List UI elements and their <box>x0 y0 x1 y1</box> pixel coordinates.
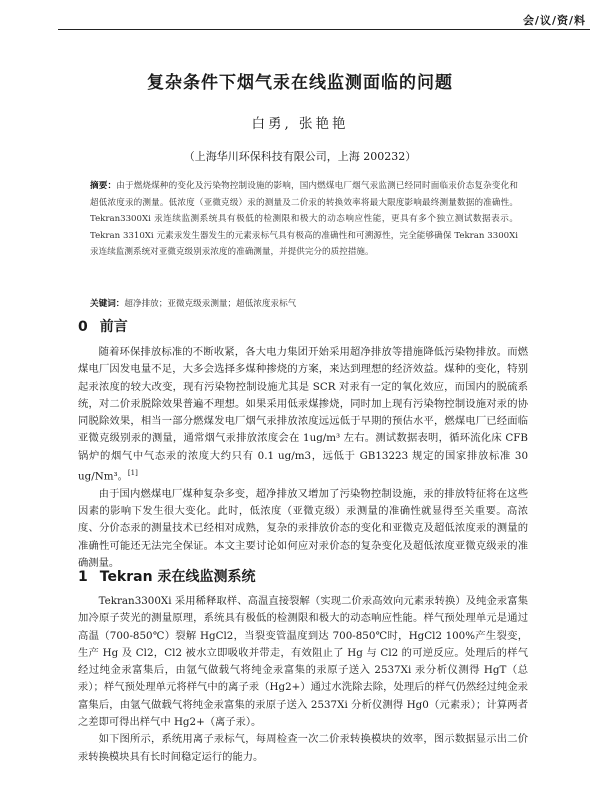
section-0-number: 0 <box>78 319 88 335</box>
citation-ref: [1] <box>127 469 138 478</box>
keywords-label: 关键词： <box>90 299 125 309</box>
abstract-label: 摘要： <box>90 181 117 191</box>
section-1-number: 1 <box>78 569 88 585</box>
section-0-paragraph-2: 由于国内燃煤电厂煤种复杂多变，超净排放又增加了污染物控制设施，汞的排放特征将在这些因素的影响下发生很大变化。此时，低浓度（亚微克级）汞测量的准确性就显得至关重要。高浓度、分价态汞的测量技术已经相对成熟，复杂的汞排放价态的变化和亚微克及超低浓度汞的测量的准确性可能还无法完全保证。本文主要讨论如何应对汞价态的复杂变化及超低浓度亚微克级汞的准确测量。 <box>78 487 528 569</box>
header-rule <box>58 29 590 30</box>
section-0-title: 前言 <box>99 319 128 335</box>
section-0-paragraph-1: 随着环保排放标准的不断收紧，各大电力集团开始采用超净排放等措施降低污染物排放。而燃煤电厂因发电量不足，大多会选择多煤种掺烧的方案，来达到理想的经济效益。煤种的变化，特别起汞浓度的较大改变，现有污染物控制设施尤其是 SCR 对汞有一定的氧化效应，而国内的脱硫系统，对二价汞脱除效果普遍不理想。如果采用低汞煤掺烧，同时加上现有污染物控制设施对汞的协同脱除效果，相当一部分燃煤发电厂烟气汞排放浓度远远低于早期的预估水平，燃煤电厂已经面临亚微克级别汞的测量，通常烟气汞排放浓度会在 1ug/m³ 左右。测试数据表明，循环流化床 CFB 锅炉的烟气中气态汞的浓度大约只有 0.1 ug/m3，远低于 GB13223 规定的国家排放标准 30 ug/Nm³。[1] <box>78 346 528 483</box>
keywords <box>90 297 518 309</box>
abstract <box>90 178 518 261</box>
paper-affiliation: （上海华川环保科技有限公司，上海 200232） <box>183 150 417 163</box>
section-1-paragraph-2: 如下图所示，系统用离子汞标气，每周检查一次二价汞转换模块的效率，图示数据显示出二价汞转换模块具有长时间稳定运行的能力。 <box>78 733 528 763</box>
keywords-text: 超净排放；亚微克级汞测量；超低浓度汞标气 <box>124 299 297 309</box>
paper-title: 复杂条件下烟气汞在线监测面临的问题 <box>147 73 453 93</box>
section-1-body <box>78 593 528 766</box>
section-0-body <box>78 344 528 572</box>
journal-section-tag: 会/议/资/料 <box>522 14 586 27</box>
section-1-heading <box>78 566 255 586</box>
abstract-text: 由于燃烧煤种的变化及污染物控制设施的影响，国内燃煤电厂烟气汞监测已经同时面临汞价态复杂变化和超低浓度汞的测量。低浓度（亚微克级）汞的测量及二价汞的转换效率将最大限度影响最终测量数据的准确性。Tekran3300Xi 汞连续监测系统具有极低的检测限和极大的动态响应性能，更具有多个独立测试数据表示。Tekran 3310Xi 元素汞发生器发生的元素汞标气具有极高的准确性和可溯源性，完全能够确保 Tekran 3300Xi 汞连续监测系统对亚微克级别汞浓度的准确测量，并提供完分的质控措施。 <box>90 181 518 258</box>
section-0-heading <box>78 316 128 336</box>
paper-authors: 白勇, 张艳艳 <box>251 116 349 132</box>
section-1-paragraph-1: Tekran3300Xi 采用稀释取样、高温直接裂解（实现二价汞高效向元素汞转换）及纯金汞富集加冷原子荧光的测量原理，系统具有极低的检测限和极大的动态响应性能。样气预处理单元是通过高温（700-850℃）裂解 HgCl2，当裂变管温度到达 700-850℃时，HgCl2 100%产生裂变，生产 Hg 及 Cl2，Cl2 被水立即吸收并带走，有效阻止了 Hg 与 Cl2 的可逆反应。处理后的样气经过纯金汞富集后，由氩气做载气将纯金汞富集的汞原子送入 2537Xi 汞分析仪测得 HgT（总汞）；样气预处理单元将样气中的离子汞（Hg2+）通过水洗除去除，处理后的样气仍然经过纯金汞富集后，由氩气做载气将纯金汞富集的汞原子送入 2537Xi 分析仪测得 Hg0（元素汞）；计算两者之差即可得出样气中 Hg2+（离子汞）。 <box>78 595 528 729</box>
section-1-title: Tekran 汞在线监测系统 <box>99 569 256 585</box>
